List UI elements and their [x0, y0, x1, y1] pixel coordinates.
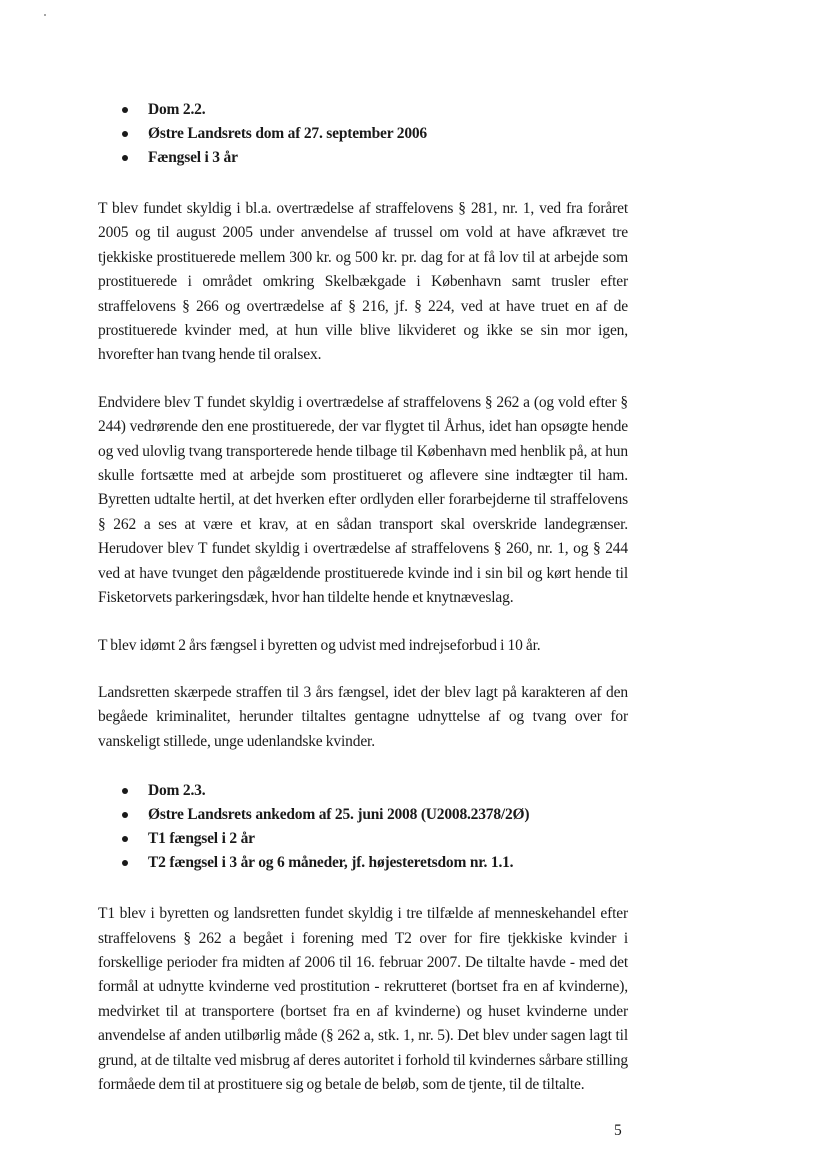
bullet-text: Østre Landsrets dom af 27. september 2006 — [148, 125, 427, 142]
bullet-sentence-t2 — [98, 851, 628, 875]
bullet-dot-icon — [122, 155, 128, 161]
case-summary-list-2-3 — [98, 779, 628, 875]
case-summary-list-2-2 — [98, 98, 628, 170]
paragraph: Endvidere blev T fundet skyldig i overtrædelse af straffelovens § 262 a (og vold efter § 244) vedrørende den ene prostituerede, der var flygtet til Århus, idet han opsøgte hende og ved ulovlig tvang transporterede hende tilbage til København med henblik på, at hun skulle fortsætte med at arbejde som prostitueret og aflevere sine indtægter til ham. Byretten udtalte hertil, at det hverken efter ordlyden eller forarbejderne til straffelovens § 262 a ses at være et krav, at en sådan transport skal overskride landegrænser. Herudover blev T fundet skyldig i overtrædelse af straffelovens § 260, nr. 1, og § 244 ved at have tvunget den pågældende prostituerede kvinde ind i sin bil og kørt hende til Fisketorvets parkeringsdæk, hvor han tildelte hende et knytnæveslag. — [98, 393, 628, 607]
bullet-dot-icon — [122, 107, 128, 113]
bullet-dot-icon — [122, 788, 128, 794]
bullet-dot-icon — [122, 836, 128, 842]
bullet-text: T1 fængsel i 2 år — [148, 830, 255, 848]
paragraph: Landsretten skærpede straffen til 3 års fængsel, idet der blev lagt på karakteren af den begåede kriminalitet, herunder tiltaltes gentagne udnyttelse af og tvang over for vanskeligt stillede, unge udenlandske kvinder. — [98, 683, 628, 750]
bullet-court-date — [98, 803, 628, 827]
bullet-dot-icon — [122, 131, 128, 137]
bullet-text: Dom 2.3. — [148, 782, 206, 800]
bullet-dot-icon — [122, 860, 128, 866]
bullet-text: Dom 2.2. — [148, 101, 206, 118]
bullet-sentence — [98, 146, 628, 170]
document-body — [98, 98, 628, 1097]
bullet-case-number — [98, 779, 628, 803]
paragraph: T blev idømt 2 års fængsel i byretten og udvist med indrejseforbud i 10 år. — [98, 636, 541, 654]
paragraph: T blev fundet skyldig i bl.a. overtrædelse af straffelovens § 281, nr. 1, ved fra foråret 2005 og til august 2005 under anvendelse af trussel om vold at have afkrævet tre tjekkiske prostituerede mellem 300 kr. og 500 kr. pr. dag for at få lov til at arbejde som prostituerede i området omkring Skelbækgade i København samt trusler efter straffelovens § 266 og overtrædelse af § 216, jf. § 224, ved at have truet en af de prostituerede kvinder med, at hun ville blive likvideret og ikke se sin mor igen, hvorefter han tvang hende til oralsex. — [98, 200, 628, 364]
bullet-text: Fængsel i 3 år — [148, 149, 238, 166]
bullet-dot-icon — [122, 812, 128, 818]
bullet-case-number — [98, 98, 628, 122]
bullet-text: Østre Landsrets ankedom af 25. juni 2008 (U2008.2378/2Ø) — [148, 806, 530, 824]
page-number: 5 — [614, 1122, 622, 1139]
scan-speck — [44, 14, 46, 16]
bullet-sentence-t1 — [98, 827, 628, 851]
bullet-court-date — [98, 122, 628, 146]
bullet-text: T2 fængsel i 3 år og 6 måneder, jf. højesteretsdom nr. 1.1. — [148, 854, 514, 872]
paragraph: T1 blev i byretten og landsretten fundet skyldig i tre tilfælde af menneskehandel efter straffelovens § 262 a begået i forening med T2 over for fire tjekkiske kvinder i forskellige perioder fra midten af 2006 til 16. februar 2007. De tiltalte havde - med det formål at udnytte kvinderne ved prostitution - rekrutteret (bortset fra en af kvinderne), medvirket til at transportere (bortset fra en af kvinderne) og huset kvinderne under anvendelse af anden utilbørlig måde (§ 262 a, stk. 1, nr. 5). Det blev under sagen lagt til grund, at de tiltalte ved misbrug af deres autoritet i forhold til kvindernes sårbare stilling formåede dem til at prostituere sig og betale de beløb, som de tjente, til de tiltalte. — [98, 905, 628, 1093]
